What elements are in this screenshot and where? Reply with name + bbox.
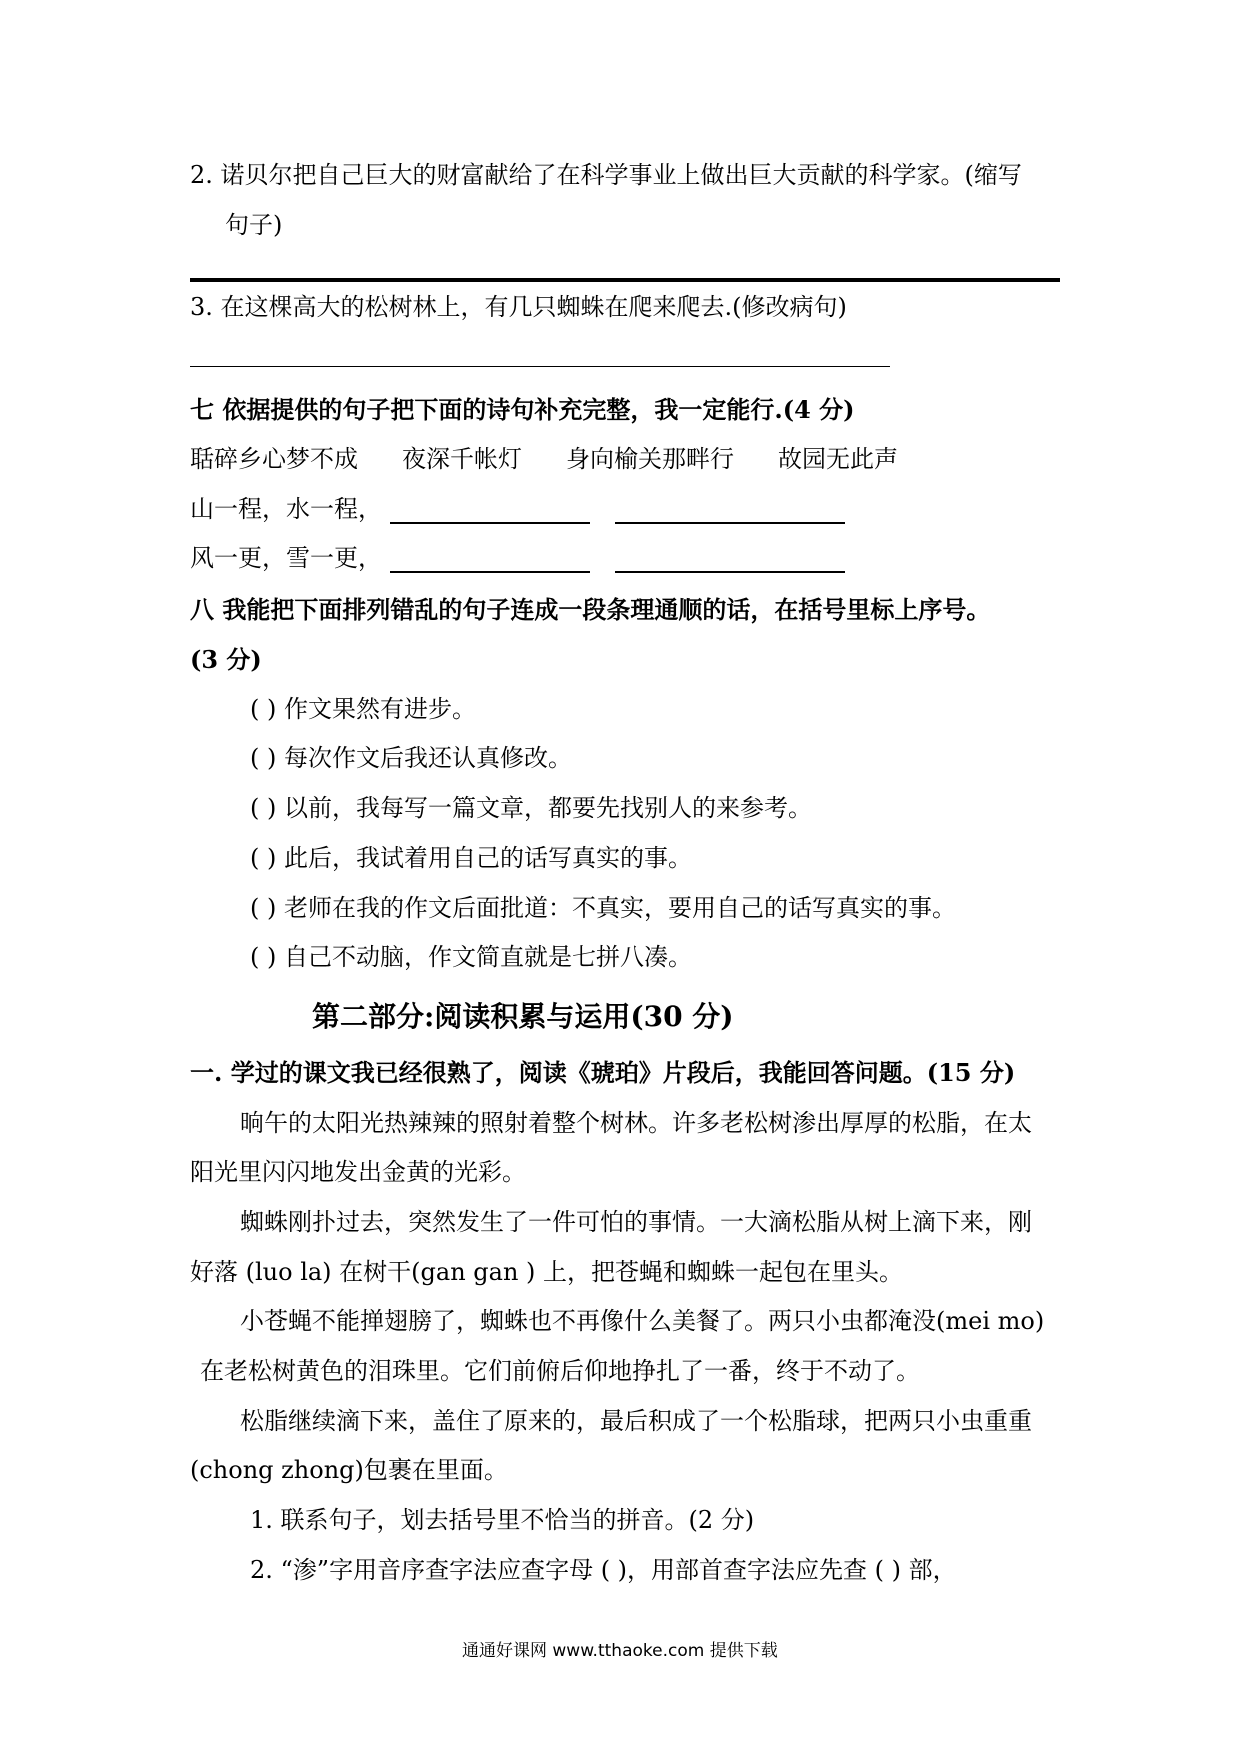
passage-line-4: 好落 (luo la) 在树干(gan gan ) 上，把苍蝇和蜘蛛一起包在里头。 [190, 1258, 904, 1286]
option-2: 夜深千帐灯 [402, 445, 522, 473]
section8-item-1: ( ) 作文果然有进步。 [250, 695, 476, 723]
poem-line2-prefix: 风一更，雪一更， [190, 544, 382, 572]
section7-options [190, 444, 950, 474]
poem-line2-blank1[interactable] [390, 571, 590, 573]
poem-line1-blank1[interactable] [390, 522, 590, 524]
answer-rule [190, 278, 1060, 282]
passage-line-1: 晌午的太阳光热辣辣的照射着整个树林。许多老松树渗出厚厚的松脂，在太 [240, 1109, 1032, 1137]
section7-heading: 七 依据提供的句子把下面的诗句补充完整，我一定能行.(4 分) [190, 395, 855, 424]
sub-question-1: 1. 联系句子，划去括号里不恰当的拼音。(2 分) [250, 1506, 755, 1534]
passage-line-8: (chong zhong)包裹在里面。 [190, 1456, 508, 1484]
passage-line-3: 蜘蛛刚扑过去，突然发生了一件可怕的事情。一大滴松脂从树上滴下来，刚 [240, 1208, 1032, 1236]
option-3: 身向榆关那畔行 [566, 445, 734, 473]
poem-line1-prefix: 山一程，水一程， [190, 495, 382, 523]
section8-item-5: ( ) 老师在我的作文后面批道：不真实，要用自己的话写真实的事。 [250, 894, 956, 922]
passage-line-5: 小苍蝇不能掸翅膀了，蜘蛛也不再像什么美餐了。两只小虫都淹没(mei mo) [240, 1307, 1045, 1335]
section8-item-6: ( ) 自己不动脑，作文简直就是七拼八凑。 [250, 943, 692, 971]
q2-line1: 2. 诺贝尔把自己巨大的财富献给了在科学事业上做出巨大贡献的科学家。(缩写 [190, 161, 1022, 189]
passage-line-6: 在老松树黄色的泪珠里。它们前俯后仰地挣扎了一番，终于不动了。 [200, 1357, 920, 1385]
option-1: 聒碎乡心梦不成 [190, 445, 358, 473]
q2-line2: 句子) [225, 211, 283, 239]
poem-line2-blank2[interactable] [615, 571, 845, 573]
part2-q1-heading: 一. 学过的课文我已经很熟了，阅读《琥珀》片段后，我能回答问题。(15 分) [190, 1058, 1016, 1087]
poem-line1-blank2[interactable] [615, 522, 845, 524]
section8-item-2: ( ) 每次作文后我还认真修改。 [250, 744, 572, 772]
sub-question-2: 2. “渗”字用音序查字法应查字母 ( )，用部首查字法应先查 ( ) 部， [250, 1556, 957, 1584]
section8-heading-line2: (3 分) [190, 645, 262, 674]
q3: 3. 在这棵高大的松树林上，有几只蜘蛛在爬来爬去.(修改病句) [190, 293, 847, 321]
option-4: 故园无此声 [778, 445, 898, 473]
part2-title: 第二部分:阅读积累与运用(30 分) [312, 1000, 734, 1033]
passage-line-2: 阳光里闪闪地发出金黄的光彩。 [190, 1158, 526, 1186]
footer-text: 通通好课网 www.tthaoke.com 提供下载 [462, 1641, 778, 1661]
section8-heading-line1: 八 我能把下面排列错乱的句子连成一段条理通顺的话，在括号里标上序号。 [190, 595, 991, 624]
section8-item-3: ( ) 以前，我每写一篇文章，都要先找别人的来参考。 [250, 794, 812, 822]
q3-answer-line [190, 366, 890, 367]
passage-line-7: 松脂继续滴下来，盖住了原来的，最后积成了一个松脂球，把两只小虫重重 [240, 1407, 1032, 1435]
section8-item-4: ( ) 此后，我试着用自己的话写真实的事。 [250, 844, 692, 872]
